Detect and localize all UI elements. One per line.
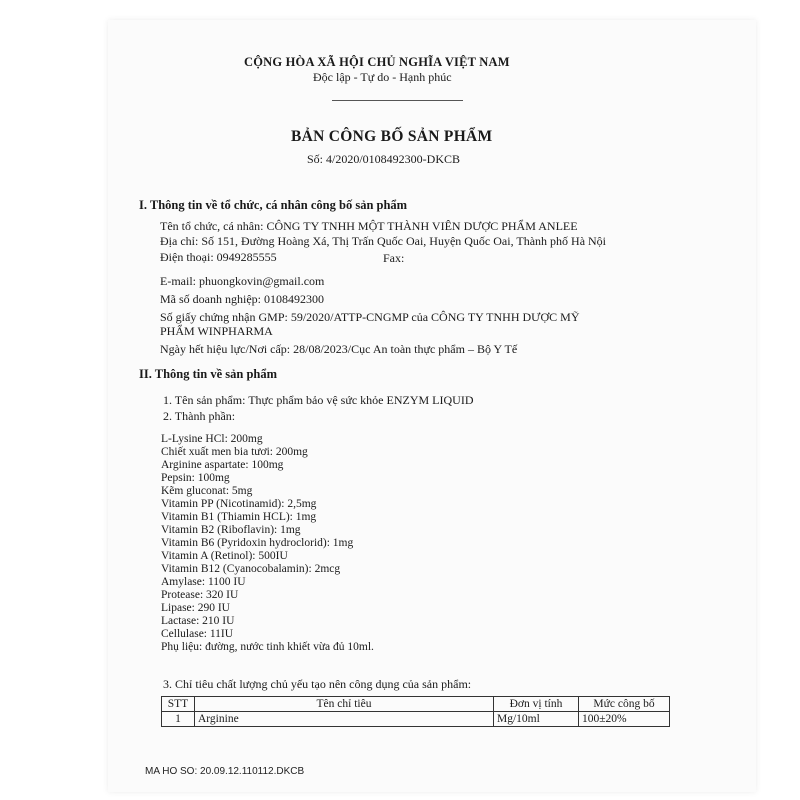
- org-name: Tên tổ chức, cá nhân: CÔNG TY TNHH MỘT THÀNH VIÊN DƯỢC PHẨM ANLEE: [160, 219, 578, 233]
- product-name: 1. Tên sản phẩm: Thực phẩm bảo vệ sức khỏe ENZYM LIQUID: [163, 393, 474, 407]
- table-cell: Mg/10ml: [494, 712, 579, 727]
- table-header: Đơn vị tính: [494, 697, 579, 712]
- org-tax-code: Mã số doanh nghiệp: 0108492300: [160, 292, 324, 306]
- header-divider: [332, 100, 463, 101]
- ingredients-list: [161, 433, 374, 653]
- ingredient-item: Chiết xuất men bia tươi: 200mg: [161, 446, 308, 458]
- org-address: Địa chỉ: Số 151, Đường Hoàng Xá, Thị Trấn Quốc Oai, Huyện Quốc Oai, Thành phố Hà Nội: [160, 234, 607, 248]
- document-page: [108, 20, 756, 792]
- dossier-code: MA HO SO: 20.09.12.110112.DKCB: [145, 766, 305, 777]
- ingredient-item: L-Lysine HCl: 200mg: [161, 433, 263, 445]
- table-header-row: [162, 697, 670, 712]
- table-cell: 100±20%: [579, 712, 670, 727]
- ingredient-item: Amylase: 1100 IU: [161, 576, 246, 588]
- table-header: Tên chỉ tiêu: [195, 697, 494, 712]
- table-header: STT: [162, 697, 195, 712]
- ingredient-item: Vitamin B2 (Riboflavin): 1mg: [161, 524, 301, 536]
- gmp-certificate: Số giấy chứng nhận GMP: 59/2020/ATTP-CNGMP của CÔNG TY TNHH DƯỢC MỸ: [160, 310, 580, 324]
- document-title: BẢN CÔNG BỐ SẢN PHẨM: [291, 128, 493, 145]
- org-phone: Điện thoại: 0949285555: [160, 250, 277, 264]
- quality-table: [161, 696, 670, 727]
- expiry-date: Ngày hết hiệu lực/Nơi cấp: 28/08/2023/Cục An toàn thực phẩm – Bộ Y Tế: [160, 342, 518, 356]
- ingredient-item: Vitamin B1 (Thiamin HCL): 1mg: [161, 511, 317, 523]
- gmp-certificate-cont: PHẨM WINPHARMA: [160, 324, 273, 338]
- motto: Độc lập - Tự do - Hạnh phúc: [313, 70, 452, 84]
- table-row: [162, 712, 670, 727]
- ingredient-item: Lipase: 290 IU: [161, 602, 230, 614]
- org-email: E-mail: phuongkovin@gmail.com: [160, 274, 325, 288]
- ingredient-item: Phụ liệu: đường, nước tinh khiết vừa đủ 10ml.: [161, 641, 374, 653]
- ingredient-item: Kẽm gluconat: 5mg: [161, 485, 253, 497]
- ingredients-label: 2. Thành phần:: [163, 409, 236, 423]
- ingredient-item: Vitamin B6 (Pyridoxin hydroclorid): 1mg: [161, 537, 354, 549]
- table-cell: 1: [162, 712, 195, 727]
- nation-header: CỘNG HÒA XÃ HỘI CHỦ NGHĨA VIỆT NAM: [244, 55, 510, 69]
- quality-label: 3. Chỉ tiêu chất lượng chủ yếu tạo nên công dụng của sản phẩm:: [163, 677, 472, 691]
- ingredient-item: Vitamin B12 (Cyanocobalamin): 2mcg: [161, 563, 341, 575]
- org-fax: Fax:: [383, 251, 405, 265]
- ingredient-item: Arginine aspartate: 100mg: [161, 459, 284, 471]
- ingredient-item: Pepsin: 100mg: [161, 472, 230, 484]
- ingredient-item: Vitamin PP (Nicotinamid): 2,5mg: [161, 498, 317, 510]
- table-header: Mức công bố: [579, 697, 670, 712]
- ingredient-item: Lactase: 210 IU: [161, 615, 235, 627]
- ingredient-item: Protease: 320 IU: [161, 589, 239, 601]
- table-cell: Arginine: [195, 712, 494, 727]
- ingredient-item: Vitamin A (Retinol): 500IU: [161, 550, 288, 562]
- section1-heading: I. Thông tin về tổ chức, cá nhân công bố sản phẩm: [139, 198, 408, 212]
- section2-heading: II. Thông tin về sản phẩm: [139, 367, 278, 381]
- document-number: Số: 4/2020/0108492300-DKCB: [307, 152, 461, 166]
- ingredient-item: Cellulase: 11IU: [161, 628, 234, 640]
